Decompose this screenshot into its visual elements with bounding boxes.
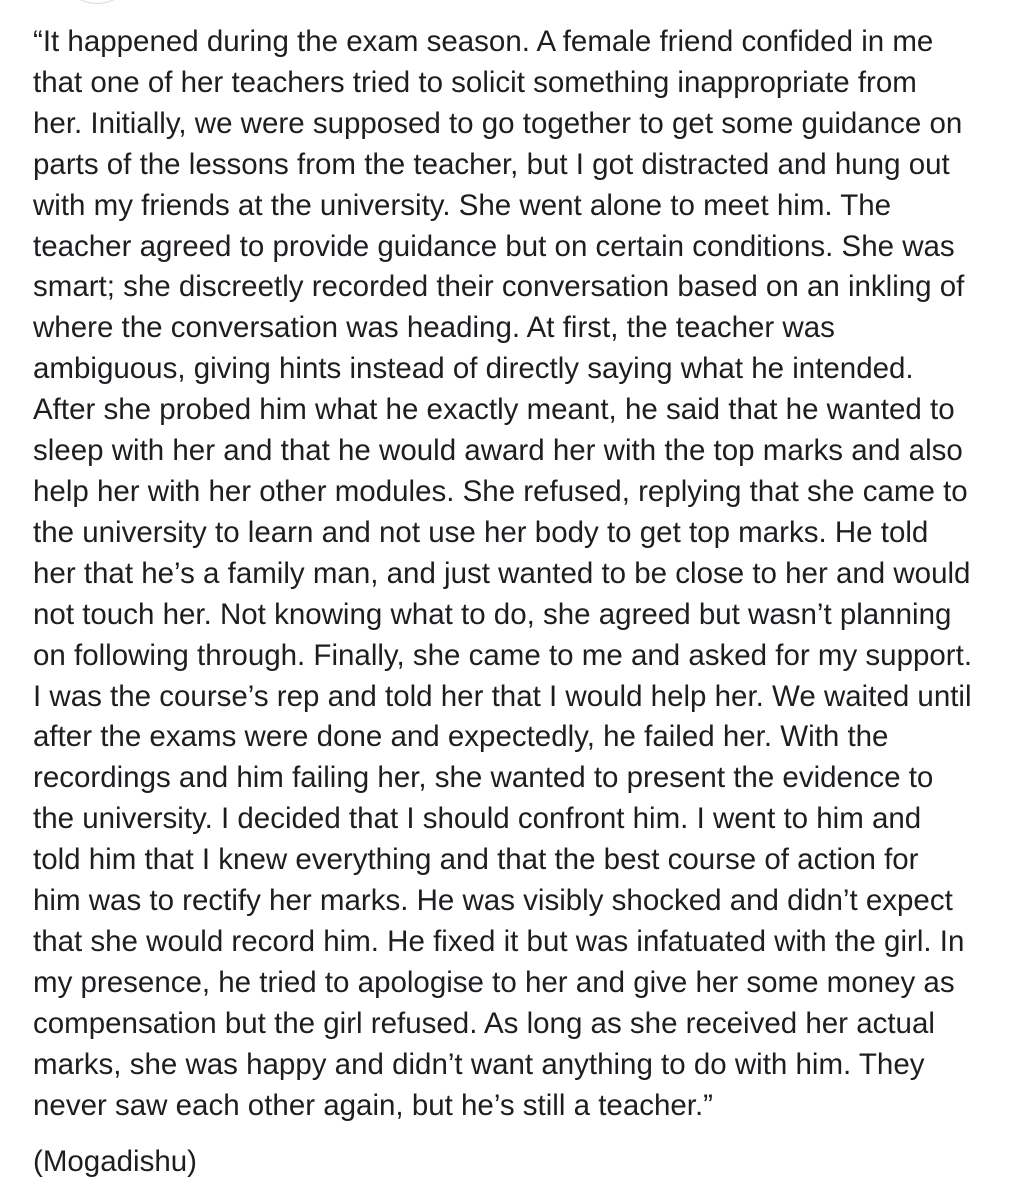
post-text-line: help her with her other modules. She refused, replying that she came to — [33, 474, 968, 508]
post-text-line: “It happened during the exam season. A female friend confided in me — [33, 25, 934, 58]
post-text-line: her that he’s a family man, and just wanted to be close to her and would — [33, 556, 971, 590]
post-text-line: the university to learn and not use her body to get top marks. He told — [33, 515, 929, 549]
post-text-line: her. Initially, we were supposed to go together to get some guidance on — [33, 106, 963, 140]
post-text-line: ambiguous, giving hints instead of directly saying what he intended. — [33, 352, 914, 386]
post-text-line: marks, she was happy and didn’t want anything to do with him. They — [33, 1047, 925, 1081]
post-text-line: with my friends at the university. She went alone to meet him. The — [33, 188, 892, 222]
post-text-line: that she would record him. He fixed it but was infatuated with the girl. In — [33, 924, 965, 958]
post-text-line: where the conversation was heading. At first, the teacher was — [33, 311, 835, 345]
post-text-line: on following through. Finally, she came to me and asked for my support. — [33, 638, 973, 672]
post-text-line: After she probed him what he exactly meant, he said that he wanted to — [33, 393, 955, 427]
avatar[interactable] — [58, 0, 136, 4]
post-body — [33, 22, 1034, 1126]
post-text-line: smart; she discreetly recorded their conversation based on an inkling of — [33, 270, 965, 304]
post-text-line: teacher agreed to provide guidance but on certain conditions. She was — [33, 229, 955, 263]
post-text-line: not touch her. Not knowing what to do, she agreed but wasn’t planning — [33, 597, 952, 631]
post-text-line: him was to rectify her marks. He was visibly shocked and didn’t expect — [33, 884, 953, 918]
post-text-line: compensation but the girl refused. As long as she received her actual — [33, 1006, 935, 1040]
post-text-line: sleep with her and that he would award her with the top marks and also — [33, 434, 963, 468]
post-text-line: recordings and him failing her, she wanted to present the evidence to — [33, 761, 934, 795]
post-text-line: parts of the lessons from the teacher, but I got distracted and hung out — [33, 147, 950, 181]
post-text-line: after the exams were done and expectedly, he failed her. With the — [33, 720, 889, 754]
post-text-line: that one of her teachers tried to solicit something inappropriate from — [33, 65, 917, 99]
post-text-line: my presence, he tried to apologise to her and give her some money as — [33, 965, 955, 999]
post-text-line: I was the course’s rep and told her that I would help her. We waited until — [33, 679, 972, 713]
post-text-line: the university. I decided that I should confront him. I went to him and — [33, 802, 922, 836]
post-location: (Mogadishu) — [33, 1145, 197, 1178]
post-text-line: told him that I knew everything and that the best course of action for — [33, 843, 919, 877]
post-text-line: never saw each other again, but he’s still a teacher.” — [33, 1088, 713, 1122]
